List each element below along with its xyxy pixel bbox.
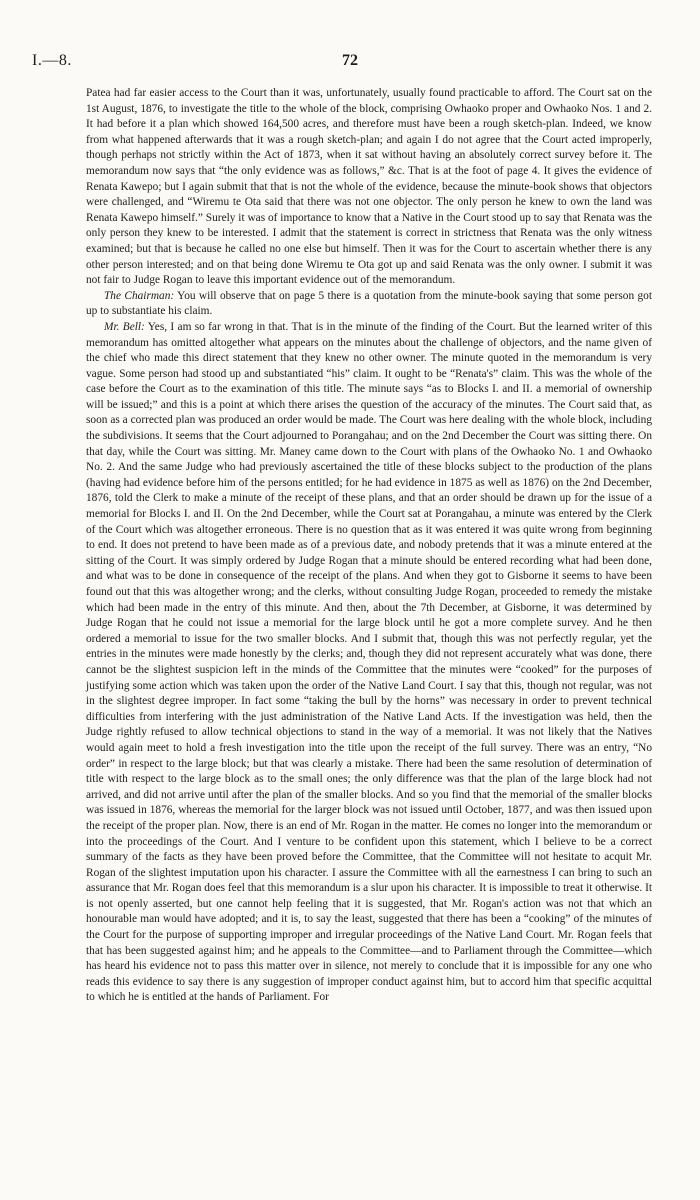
- parliamentary-paper-reference: I.—8.: [32, 52, 72, 69]
- speaker-label: Mr. Bell:: [104, 320, 145, 333]
- paragraph-text: You will observe that on page 5 there is a quotation from the minute-book saying that some person got up to substantiate his claim.: [86, 289, 652, 318]
- speaker-label: The Chairman:: [104, 289, 175, 302]
- page-header: [32, 52, 668, 76]
- paragraph-continuation: [86, 86, 652, 289]
- paragraph-chairman: [86, 289, 652, 320]
- paragraph-mr-bell: [86, 320, 652, 1006]
- document-body: [86, 86, 652, 1006]
- paragraph-text: Yes, I am so far wrong in that. That is in the minute of the finding of the Court. But the learned writer of this memorandum has omitted altogether what appears on the minutes about the challenge of objectors, and the name given of the chief who made this direct statement that they knew no other owner. The minute quoted in the memorandum is very vague. Some person had stood up and substantiated “his” claim. It ought to be “Renata's” claim. This was the whole of the case before the Court as to the examination of this title. The minute says “as to Blocks I. and II. a memorial of ownership will be issued;” and this is a point at which there arises the question of the accuracy of the minutes. The Court said that, as soon as a corrected plan was produced an order would be made. The Court was here dealing with the whole block, including the subdivisions. It seems that the Court adjourned to Porangahau; and on the 2nd December the Court was sitting there. On that day, while the Court was sitting. Mr. Maney came down to the Court with plans of the Owhaoko No. 1 and Owhaoko No. 2. And the same Judge who had previously ascertained the title of these blocks subject to the production of the plans (having had evidence before him of the persons entitled; for he had evidence in 1875 as well as 1876) on the 2nd December, 1876, told the Clerk to make a minute of the receipt of these plans, and that an order should be drawn up for the issue of a memorial for Blocks I. and II. On the 2nd December, while the Court sat at Porangahau, a minute was entered by the Clerk of the Court which was altogether erroneous. There is no question that as it was entered it was quite wrong from beginning to end. It does not pretend to have been made as of a previous date, and nobody pretends that it was a minute entered at the sitting of the Court. It was simply ordered by Judge Rogan that a minute should be entered recording what had been done, and what was to be done in consequence of the receipt of the plans. And when they got to Gisborne it seems to have been found out that this was altogether wrong; and the clerks, without consulting Judge Rogan, proceeded to remedy the mistake which had been made in the entry of this minute. And then, about the 7th December, at Gisborne, it was determined by Judge Rogan that he could not issue a memorial for the large block until he got a more complete survey. And he then ordered a memorial to issue for the two smaller blocks. And I submit that, though this was not perfectly regular, yet the entries in the minutes were made honestly by the clerks; and, though they did not represent accurately what was done, there cannot be the slightest suspicion left in the minds of the Committee that the minutes were “cooked” for the purposes of justifying some action which was taken upon the order of the Native Land Court. I say that this, though not regular, was not in the slightest degree improper. In fact some “taking the bull by the horns” was necessary in order to prevent technical difficulties from interfering with the just administration of the Native Land Acts. If the investigation was held, then the Judge rightly refused to allow technical objections to stand in the way of a memorial. It was not likely that the Natives would again meet to hold a fresh investigation into the title upon the receipt of the full survey. There was an entry, “No order” in respect to the large block; but that was clearly a mistake. There had been the same resolution of determination of title with respect to the large block as to the small ones; the only difference was that the plan of the large block had not arrived, and did not arrive until after the plan of the smaller blocks. And so you find that the memorial of the smaller blocks was issued in 1876, whereas the memorial for the larger block was not issued until October, 1877, and was then issued upon the receipt of the proper plan. Now, there is an end of Mr. Rogan in the matter. He comes no longer into the memorandum or into the proceedings of the Court. And I venture to be confident upon this statement, which I believe to be a correct summary of the facts as they have been proved before the Committee, that the Committee will not hesitate to acquit Mr. Rogan of the slightest imputation upon his character. I assure the Committee with all the earnestness I can bring to such an assurance that Mr. Rogan does feel that this memorandum is a slur upon his character. It is impossible to treat it otherwise. It is not openly asserted, but one cannot help feeling that it is suggested, that Mr. Rogan's action was not that which an honourable man would have adopted; and it is, to say the least, suggested that there has been a “cooking” of the minutes of the Court for the purpose of supporting improper and irregular proceedings of the Native Land Court. Mr. Rogan feels that that has been suggested against him; and he appeals to the Committee—and to Parliament through the Committee—which has heard his evidence not to pass this matter over in silence, not merely to conclude that it is impossible for any one who reads this evidence to say there is any suggestion of improper conduct against him, but to accord him that specific acquittal to which he is entitled at the hands of Parliament. For: [86, 320, 652, 1004]
- page-number: 72: [342, 52, 358, 69]
- paragraph-text: Patea had far easier access to the Court than it was, unfortunately, usually found practicable to afford. The Court sat on the 1st August, 1876, to investigate the title to the whole of the block, comprising Owhaoko proper and Owhaoko Nos. 1 and 2. It had before it a plan which showed 164,500 acres, and therefore must have been a rough sketch-plan. Indeed, we know from what happened afterwards that it was a rough sketch-plan; and again I do not agree that the Court acted improperly, though perhaps not strictly within the Act of 1873, when it sat without having an absolutely correct survey before it. The memorandum now says that “the only evidence was as follows,” &c. That is at the foot of page 4. It gives the evidence of Renata Kawepo; but I again submit that that is not the whole of the evidence, because the minute-book shows that objectors were challenged, and “Wiremu te Ota said that there was not one objector. The only person he knew to own the land was Renata Kawepo himself.” Surely it was of importance to know that a Native in the Court stood up to say that Renata was the only person they knew to be interested. I admit that the statement is correct in strictness that Renata was the only witness examined; but that is because he called no one else but himself. Then it was for the Court to ascertain whether there is any other person interested; and on that being done Wiremu te Ota got up and said Renata was the only owner. I submit it was not fair to Judge Rogan to leave this important evidence out of the memorandum.: [86, 87, 652, 287]
